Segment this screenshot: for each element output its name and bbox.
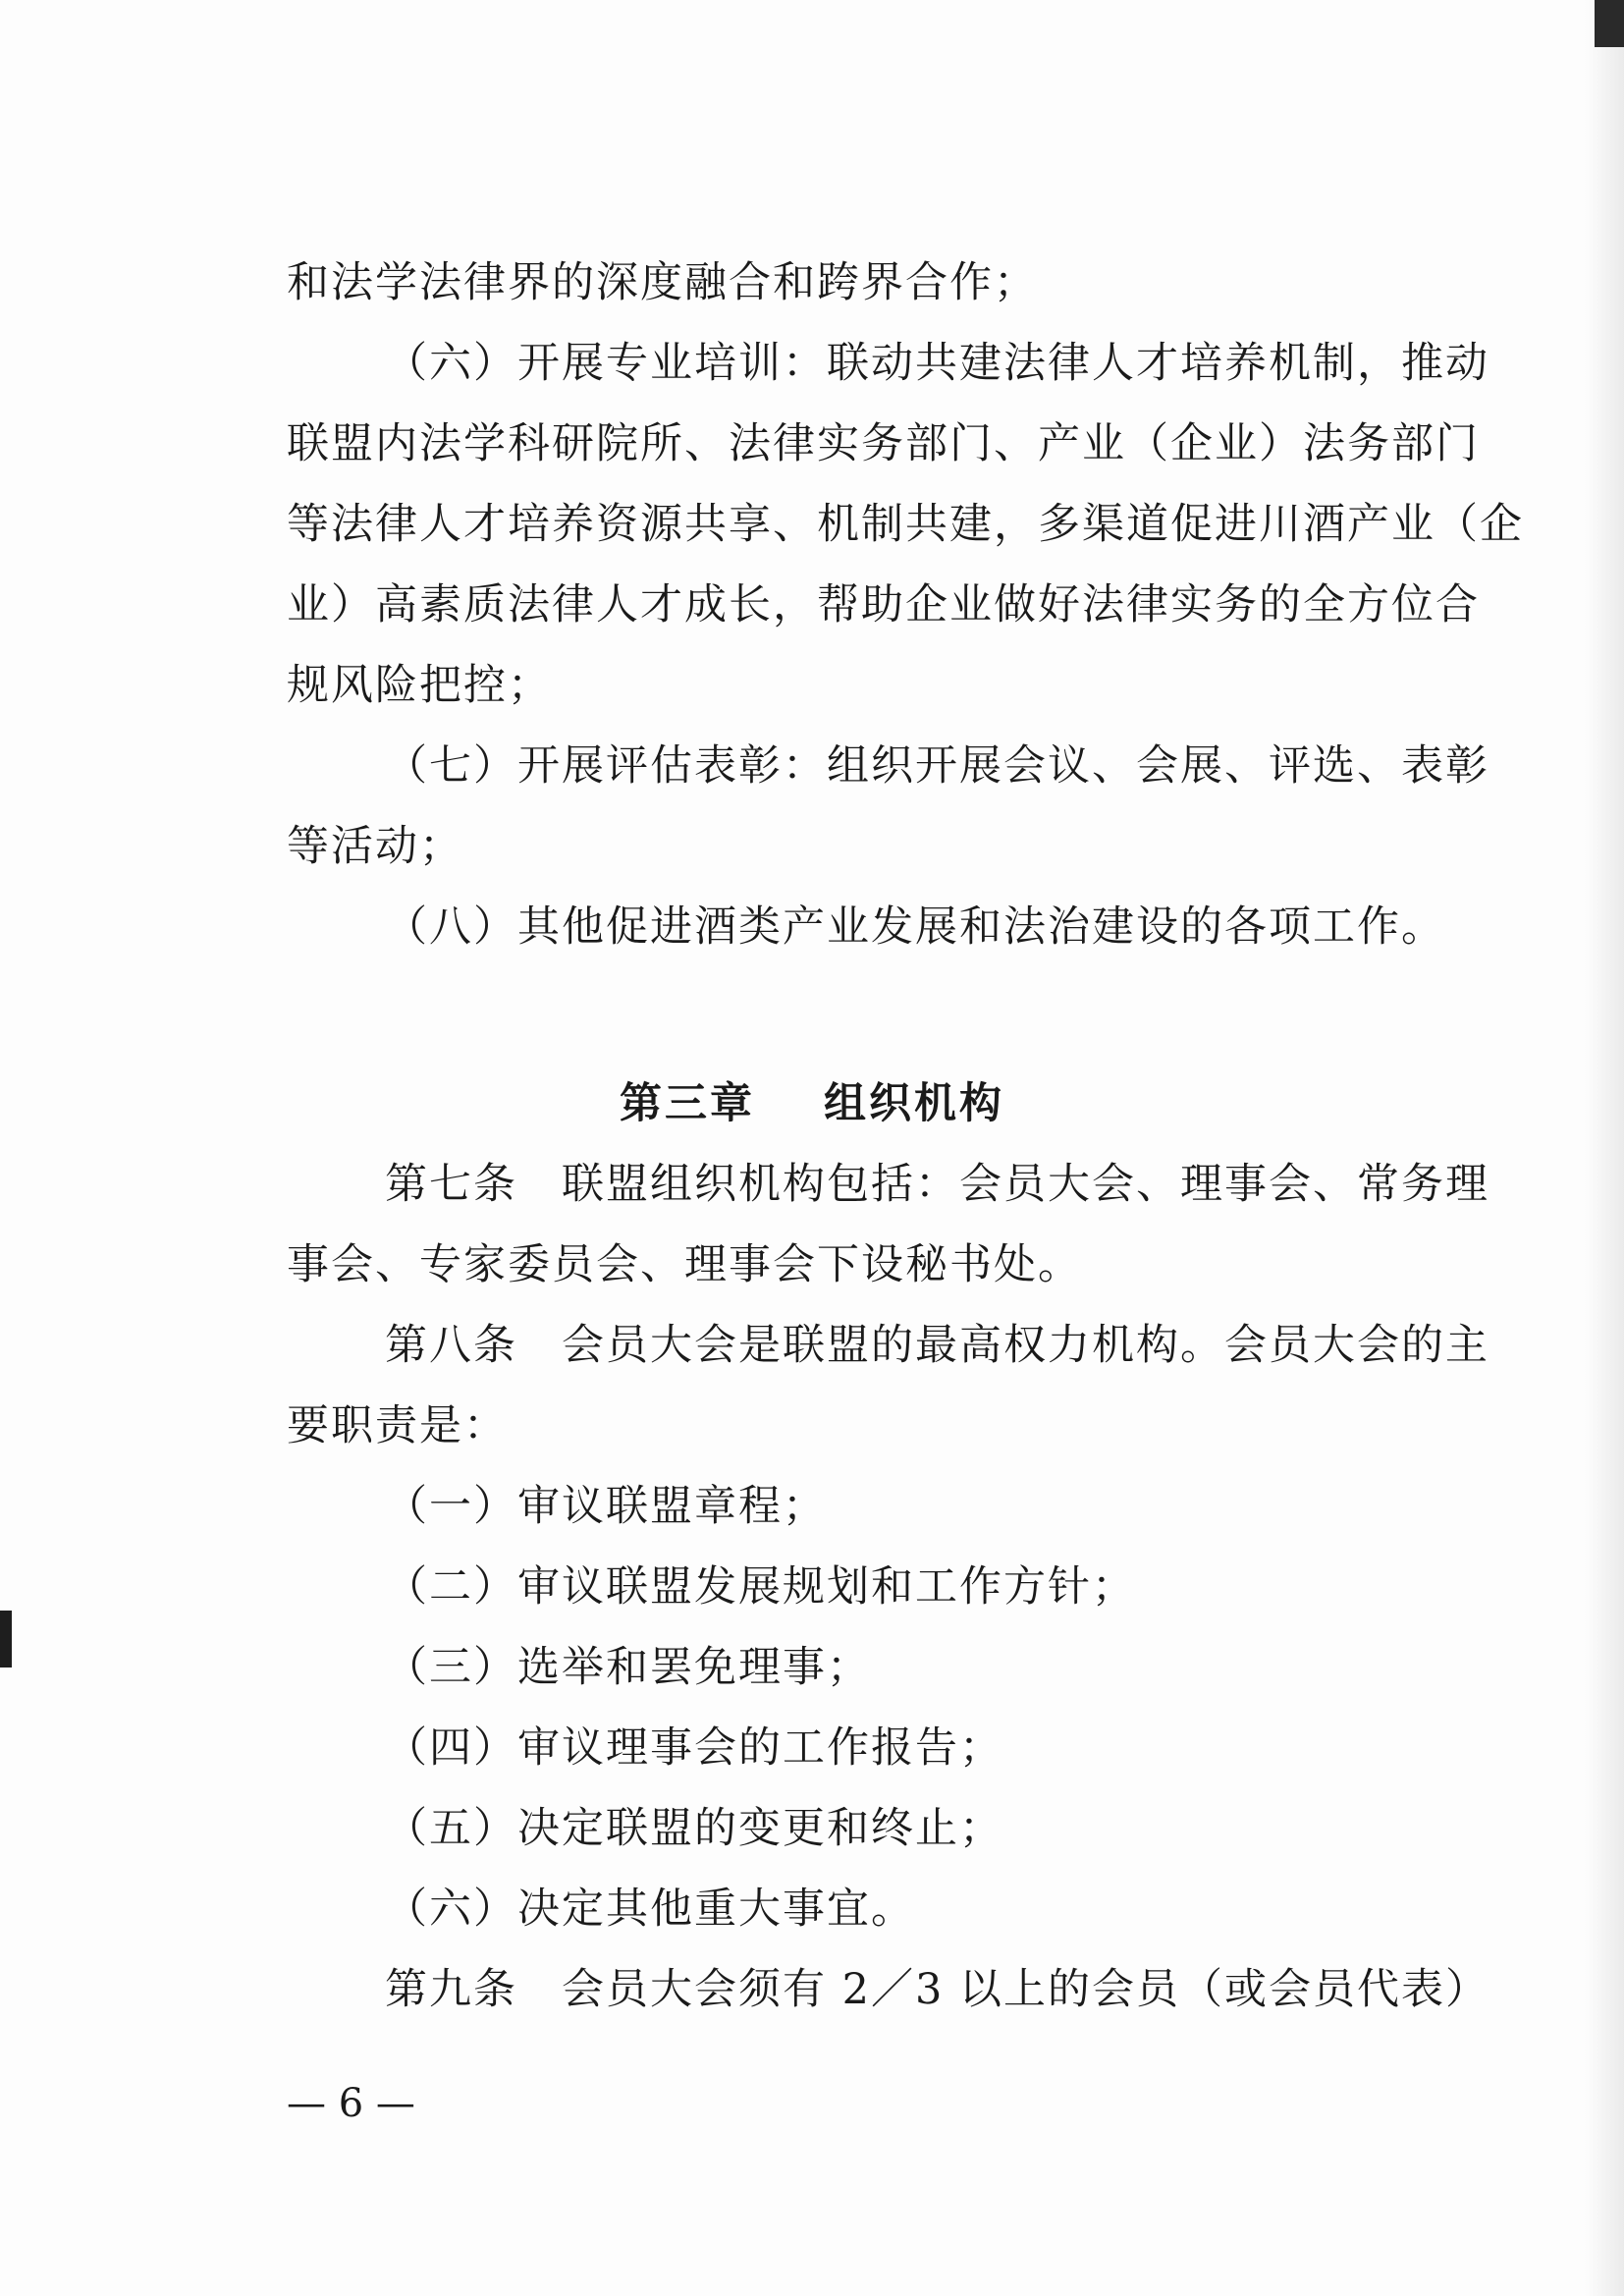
list-item: （一）审议联盟章程； <box>385 1482 827 1531</box>
article-line: 第九条 会员大会须有 2／3 以上的会员（或会员代表） <box>385 1965 1490 2014</box>
scan-corner-mark <box>1595 0 1624 47</box>
chapter-title: 组织机构 <box>824 1079 1004 1128</box>
scan-edge-shadow <box>1585 0 1624 2296</box>
text-line: （七）开展评估表彰：组织开展会议、会展、评选、表彰 <box>385 741 1489 791</box>
text-line: 规风险把控； <box>287 661 552 710</box>
text-line: 等法律人才培养资源共享、机制共建，多渠道促进川酒产业（企 <box>287 500 1524 549</box>
page-number: — 6 — <box>287 2081 415 2126</box>
list-item: （三）选举和罢免理事； <box>385 1643 871 1692</box>
text-line: 业）高素质法律人才成长，帮助企业做好法律实务的全方位合 <box>287 580 1480 629</box>
article-line: 事会、专家委员会、理事会下设秘书处。 <box>287 1240 1082 1289</box>
text-line: 等活动； <box>287 822 463 871</box>
scan-edge-mark <box>0 1611 12 1667</box>
list-item: （二）审议联盟发展规划和工作方针； <box>385 1562 1136 1612</box>
text-line: （六）开展专业培训：联动共建法律人才培养机制，推动 <box>385 339 1489 388</box>
text-line: 联盟内法学科研院所、法律实务部门、产业（企业）法务部门 <box>287 419 1480 468</box>
text-line: （八）其他促进酒类产业发展和法治建设的各项工作。 <box>385 902 1445 952</box>
list-item: （四）审议理事会的工作报告； <box>385 1723 1003 1773</box>
article-line: 第七条 联盟组织机构包括：会员大会、理事会、常务理 <box>385 1160 1489 1209</box>
text-line: 和法学法律界的深度融合和跨界合作； <box>287 258 1038 307</box>
chapter-number: 第三章 <box>620 1079 755 1128</box>
list-item: （五）决定联盟的变更和终止； <box>385 1804 1003 1853</box>
list-item: （六）决定其他重大事宜。 <box>385 1885 915 1934</box>
article-line: 第八条 会员大会是联盟的最高权力机构。会员大会的主 <box>385 1321 1489 1370</box>
chapter-heading <box>0 1074 1624 1133</box>
article-line: 要职责是： <box>287 1401 508 1450</box>
